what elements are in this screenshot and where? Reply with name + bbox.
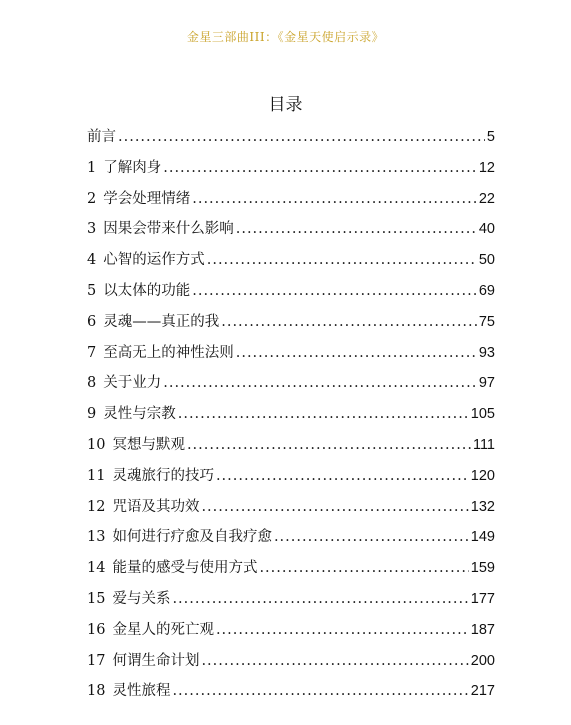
dot-leader xyxy=(178,399,469,430)
dot-leader xyxy=(172,584,468,615)
toc-chapter-number: 9 xyxy=(87,406,97,423)
toc-entry[interactable] xyxy=(87,338,495,369)
dot-leader xyxy=(192,276,477,307)
toc-entry[interactable] xyxy=(87,245,495,276)
toc-chapter-number: 1 xyxy=(87,159,97,176)
toc-entry[interactable] xyxy=(87,461,495,492)
toc-page-number: 75 xyxy=(478,313,495,330)
toc-entry-title: 金星人的死亡观 xyxy=(112,621,214,638)
toc-entry[interactable] xyxy=(87,184,495,215)
toc-chapter-number: 3 xyxy=(87,221,97,238)
dot-leader xyxy=(187,430,471,461)
toc-entry[interactable] xyxy=(87,307,495,338)
dot-leader xyxy=(274,522,469,553)
running-header: 金星三部曲III：《金星天使启示录》 xyxy=(186,30,385,44)
toc-entry[interactable] xyxy=(87,584,495,615)
toc-chapter-number: 4 xyxy=(87,252,97,269)
toc-page-number: 187 xyxy=(470,621,495,638)
toc-page-number: 177 xyxy=(470,590,495,607)
toc-entry[interactable] xyxy=(87,553,495,584)
toc-page-number: 200 xyxy=(470,652,495,669)
toc-entry[interactable] xyxy=(87,399,495,430)
dot-leader xyxy=(236,338,477,369)
toc-page-number: 69 xyxy=(478,282,495,299)
dot-leader xyxy=(207,245,477,276)
toc-entry-title: 至高无上的神性法则 xyxy=(103,344,234,361)
dot-leader xyxy=(172,676,468,707)
toc-entry[interactable] xyxy=(87,492,495,523)
toc-entry[interactable] xyxy=(87,646,495,677)
toc-page-number: 120 xyxy=(470,467,495,484)
toc-entry-title: 以太体的功能 xyxy=(103,282,191,299)
dot-leader xyxy=(163,153,477,184)
dot-leader xyxy=(192,184,477,215)
dot-leader xyxy=(201,492,468,523)
toc-page-number: 149 xyxy=(470,529,495,546)
dot-leader xyxy=(201,646,468,677)
toc-entry-title: 能量的感受与使用方式 xyxy=(112,560,258,577)
toc-entry-title: 关于业力 xyxy=(103,375,162,392)
toc-chapter-number: 18 xyxy=(87,683,106,700)
toc-page-number: 40 xyxy=(478,221,495,238)
toc-entry-title: 灵性与宗教 xyxy=(103,406,176,423)
toc-entry-title: 学会处理情绪 xyxy=(103,190,191,207)
dot-leader xyxy=(216,615,469,646)
toc-entry[interactable] xyxy=(87,676,495,707)
toc-page-number: 12 xyxy=(478,159,495,176)
toc-entry-title: 冥想与默观 xyxy=(112,436,185,453)
toc-chapter-number: 2 xyxy=(87,190,97,207)
toc-entry-title: 灵魂——真正的我 xyxy=(103,313,220,330)
toc-page-number: 111 xyxy=(472,436,495,453)
toc-chapter-number: 8 xyxy=(87,375,97,392)
toc-entry[interactable] xyxy=(87,615,495,646)
toc-entry-title: 心智的运作方式 xyxy=(103,252,205,269)
toc-entry-preface[interactable] xyxy=(87,122,495,153)
toc-title: 目录 xyxy=(268,95,303,115)
toc-chapter-number: 12 xyxy=(87,498,106,515)
toc-entry-title: 前言 xyxy=(87,129,116,145)
toc-chapter-number: 15 xyxy=(87,590,106,607)
toc-page-number: 159 xyxy=(470,560,495,577)
toc-entry-title: 灵性旅程 xyxy=(112,683,171,700)
toc-entry-title: 如何进行疗愈及自我疗愈 xyxy=(112,529,272,546)
toc-chapter-number: 7 xyxy=(87,344,97,361)
dot-leader xyxy=(163,368,477,399)
toc-page-number: 97 xyxy=(478,375,495,392)
dot-leader xyxy=(216,461,469,492)
toc-entry-title: 灵魂旅行的技巧 xyxy=(112,467,214,484)
toc-entry-title: 了解肉身 xyxy=(103,159,162,176)
toc-entry[interactable] xyxy=(87,214,495,245)
toc-page-number: 217 xyxy=(470,683,495,700)
toc-chapter-number: 11 xyxy=(87,467,106,484)
toc-page-number: 132 xyxy=(470,498,495,515)
toc-page-number: 93 xyxy=(478,344,495,361)
toc-chapter-number: 16 xyxy=(87,621,106,638)
toc-page-number: 105 xyxy=(470,406,495,423)
dot-leader xyxy=(236,214,477,245)
toc-entry[interactable] xyxy=(87,368,495,399)
toc-chapter-number: 14 xyxy=(87,560,106,577)
toc-entry-title: 咒语及其功效 xyxy=(112,498,200,515)
toc-chapter-number: 5 xyxy=(87,282,97,299)
dot-leader xyxy=(221,307,477,338)
toc-entry-title: 何谓生命计划 xyxy=(112,652,200,669)
toc-entry-title: 因果会带来什么影响 xyxy=(103,221,234,238)
table-of-contents xyxy=(87,122,495,707)
toc-chapter-number: 6 xyxy=(87,313,97,330)
toc-page-number: 22 xyxy=(478,190,495,207)
toc-chapter-number: 17 xyxy=(87,652,106,669)
toc-page-number: 50 xyxy=(478,252,495,269)
toc-entry[interactable] xyxy=(87,153,495,184)
toc-entry[interactable] xyxy=(87,522,495,553)
toc-entry[interactable] xyxy=(87,276,495,307)
toc-entry-title: 爱与关系 xyxy=(112,590,171,607)
toc-entry[interactable] xyxy=(87,430,495,461)
toc-chapter-number: 13 xyxy=(87,529,106,546)
dot-leader xyxy=(259,553,468,584)
toc-chapter-number: 10 xyxy=(87,436,106,453)
toc-page-number: 5 xyxy=(486,129,495,145)
dot-leader xyxy=(118,122,485,153)
